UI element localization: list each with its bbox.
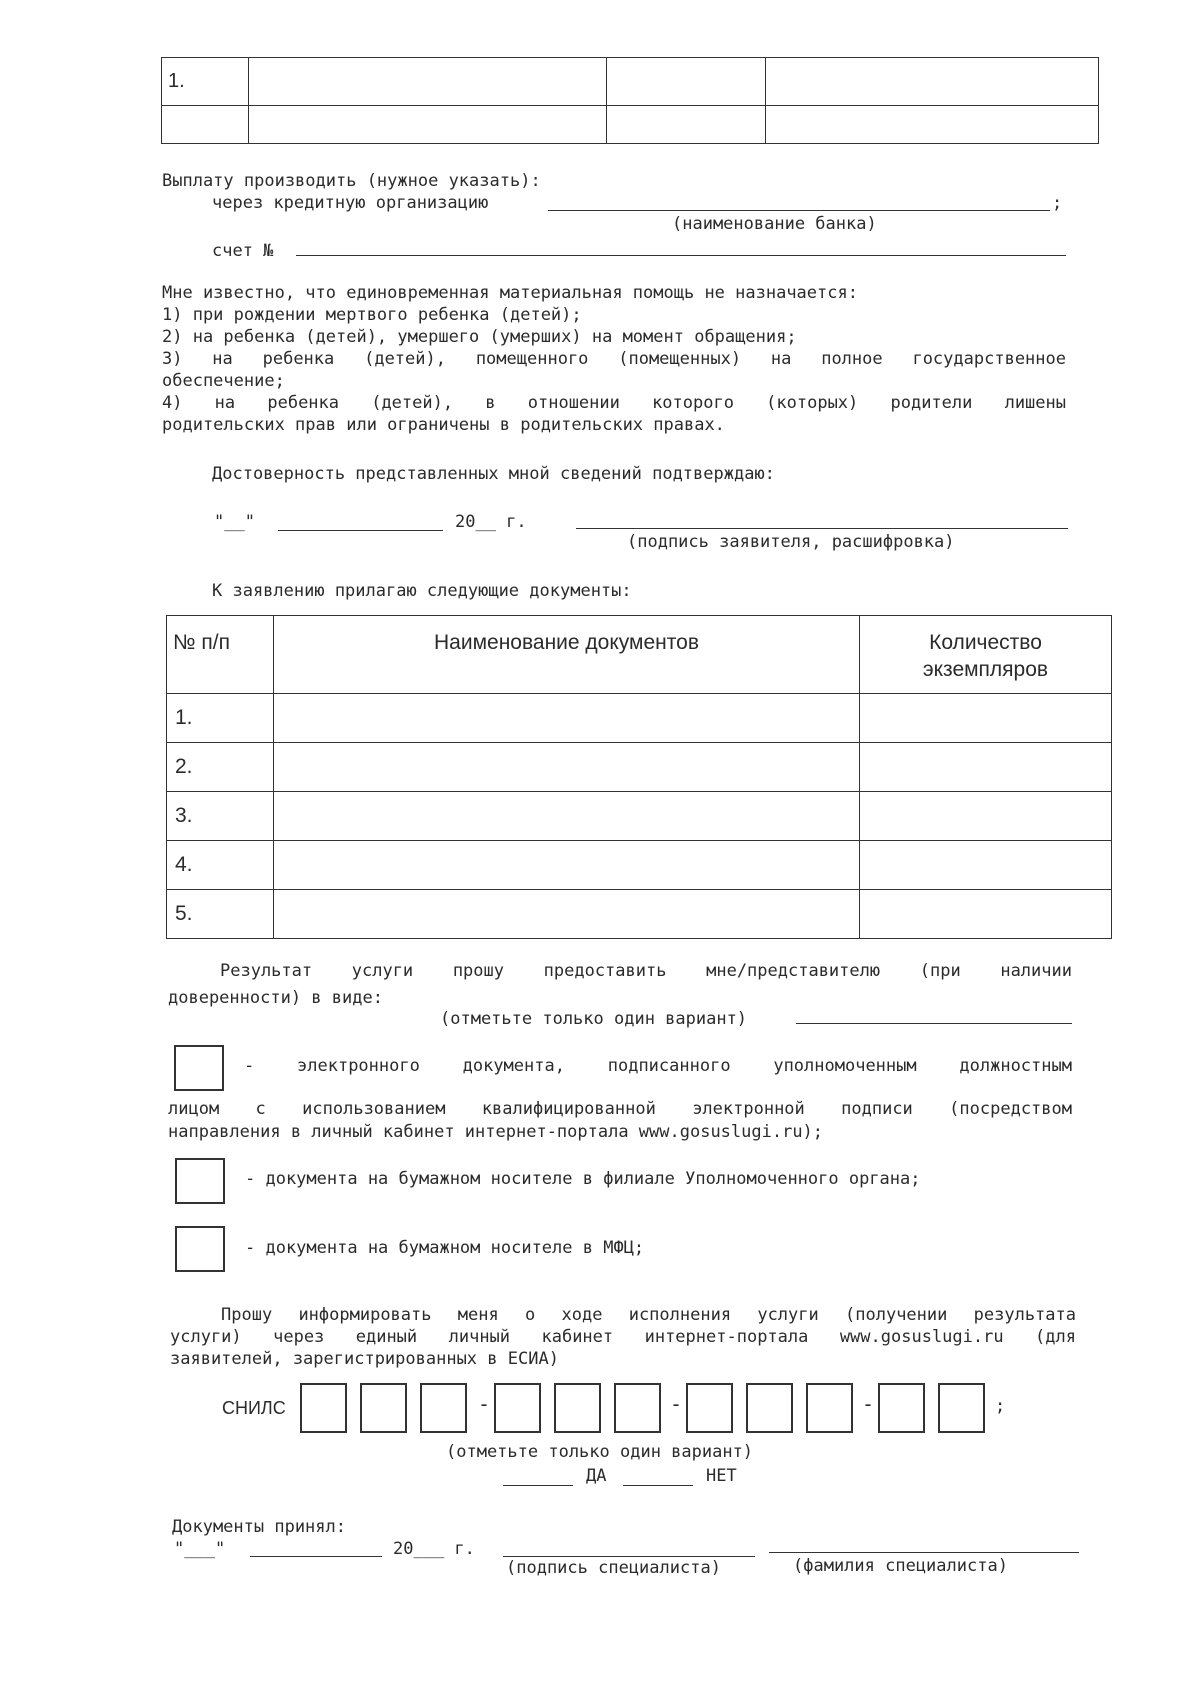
option-paper-branch: - документа на бумажном носителе в филиале Уполномоченного органа;	[245, 1169, 921, 1189]
option-paper-mfc: - документа на бумажном носителе в МФЦ;	[245, 1238, 645, 1258]
snils-digit[interactable]	[806, 1383, 853, 1433]
bank-suffix: ;	[1052, 193, 1063, 213]
header-qty: Количество экземпляров	[860, 616, 1112, 694]
snils-digit[interactable]	[554, 1383, 601, 1433]
doc-name-cell[interactable]	[274, 792, 860, 841]
row-number: 1.	[167, 694, 274, 743]
result-choose: (отметьте только один вариант)	[440, 1009, 748, 1029]
doc-qty-cell[interactable]	[860, 890, 1112, 939]
row-number: 3.	[167, 792, 274, 841]
children-table	[161, 57, 1099, 144]
inform-line2: услуги) через единый личный кабинет интернет-портала www.gosuslugi.ru (для	[170, 1327, 1076, 1347]
table-cell[interactable]	[607, 106, 766, 144]
specialist-surname-caption: (фамилия специалиста)	[793, 1556, 1008, 1576]
row-number: 4.	[167, 841, 274, 890]
specialist-surname-field[interactable]	[769, 1552, 1079, 1553]
header-num: № п/п	[167, 616, 274, 694]
confirmation-year: 20__ г.	[455, 512, 527, 532]
snils-digit[interactable]	[938, 1383, 985, 1433]
payment-heading: Выплату производить (нужное указать):	[162, 171, 541, 191]
notice-item-3-line1: 3) на ребенка (детей), помещенного (помещенных) на полное государственное	[162, 349, 1066, 369]
doc-qty-cell[interactable]	[860, 694, 1112, 743]
header-name: Наименование документов	[274, 616, 860, 694]
specialist-signature-caption: (подпись специалиста)	[506, 1558, 721, 1578]
result-line2: доверенности) в виде:	[168, 988, 383, 1008]
inform-choose: (отметьте только один вариант)	[446, 1442, 754, 1462]
account-number-field[interactable]	[296, 255, 1066, 256]
result-line1: Результат услуги прошу предоставить мне/представителю (при наличии	[220, 961, 1072, 981]
bank-caption: (наименование банка)	[672, 214, 877, 234]
no-field[interactable]	[623, 1485, 693, 1486]
signature-caption: (подпись заявителя, расшифровка)	[627, 532, 955, 552]
snils-digit[interactable]	[360, 1383, 407, 1433]
snils-digit[interactable]	[420, 1383, 467, 1433]
doc-name-cell[interactable]	[274, 841, 860, 890]
accepted-day: "___"	[174, 1539, 226, 1559]
attachments-intro: К заявлению прилагаю следующие документы:	[212, 581, 632, 601]
confirmation-day: "__"	[214, 512, 255, 532]
doc-qty-cell[interactable]	[860, 743, 1112, 792]
option-electronic-line2: лицом с использованием квалифицированной электронной подписи (посредством	[168, 1099, 1072, 1119]
inform-line3: заявителей, зарегистрированных в ЕСИА)	[170, 1349, 559, 1369]
row-number: 5.	[167, 890, 274, 939]
table-cell[interactable]	[249, 58, 607, 106]
doc-name-cell[interactable]	[274, 890, 860, 939]
checkbox-paper-mfc[interactable]	[175, 1226, 225, 1272]
row-number: 1.	[168, 70, 185, 92]
notice-item-4-line1: 4) на ребенка (детей), в отношении которого (которых) родители лишены	[162, 393, 1066, 413]
confirmation-text: Достоверность представленных мной сведений подтверждаю:	[212, 464, 775, 484]
option-electronic-line1: - электронного документа, подписанного уполномоченным должностным	[244, 1056, 1072, 1076]
notice-item-3-line2: обеспечение;	[162, 371, 285, 391]
snils-digit[interactable]	[746, 1383, 793, 1433]
accepted-label: Документы принял:	[172, 1517, 346, 1537]
snils-dash: -	[478, 1392, 491, 1416]
option-electronic-line3: направления в личный кабинет интернет-портала www.gosuslugi.ru);	[168, 1122, 824, 1142]
notice-intro: Мне известно, что единовременная материальная помощь не назначается:	[162, 283, 858, 303]
result-choice-field[interactable]	[796, 1023, 1072, 1024]
applicant-signature-field[interactable]	[576, 528, 1068, 529]
snils-digit[interactable]	[494, 1383, 541, 1433]
table-cell[interactable]	[766, 106, 1099, 144]
bank-name-field[interactable]	[548, 210, 1050, 211]
account-label: счет №	[212, 241, 274, 261]
accepted-month-field[interactable]	[250, 1556, 382, 1557]
snils-dash: -	[670, 1392, 683, 1416]
doc-name-cell[interactable]	[274, 694, 860, 743]
no-label: НЕТ	[706, 1466, 737, 1486]
doc-qty-cell[interactable]	[860, 792, 1112, 841]
inform-line1: Прошу информировать меня о ходе исполнения услуги (получении результата	[221, 1305, 1076, 1325]
doc-qty-cell[interactable]	[860, 841, 1112, 890]
table-cell[interactable]	[607, 58, 766, 106]
notice-item-1: 1) при рождении мертвого ребенка (детей);	[162, 305, 582, 325]
attachments-table	[166, 615, 1112, 939]
snils-digit[interactable]	[614, 1383, 661, 1433]
table-cell[interactable]	[249, 106, 607, 144]
yes-label: ДА	[586, 1466, 607, 1486]
checkbox-paper-branch[interactable]	[175, 1158, 225, 1204]
checkbox-electronic[interactable]	[174, 1045, 224, 1091]
confirmation-month-field[interactable]	[278, 530, 443, 531]
snils-suffix: ;	[995, 1396, 1006, 1416]
notice-item-2: 2) на ребенка (детей), умершего (умерших) на момент обращения;	[162, 327, 797, 347]
snils-digit[interactable]	[878, 1383, 925, 1433]
snils-dash: -	[862, 1392, 875, 1416]
snils-digit[interactable]	[300, 1383, 347, 1433]
doc-name-cell[interactable]	[274, 743, 860, 792]
bank-label: через кредитную организацию	[212, 193, 489, 213]
snils-label: СНИЛС	[222, 1398, 286, 1418]
notice-item-4-line2: родительских прав или ограничены в родительских правах.	[162, 415, 725, 435]
table-cell[interactable]	[766, 58, 1099, 106]
yes-field[interactable]	[503, 1485, 573, 1486]
row-number: 2.	[167, 743, 274, 792]
snils-digit[interactable]	[686, 1383, 733, 1433]
table-cell[interactable]	[162, 106, 249, 144]
accepted-year: 20___ г.	[393, 1539, 475, 1559]
